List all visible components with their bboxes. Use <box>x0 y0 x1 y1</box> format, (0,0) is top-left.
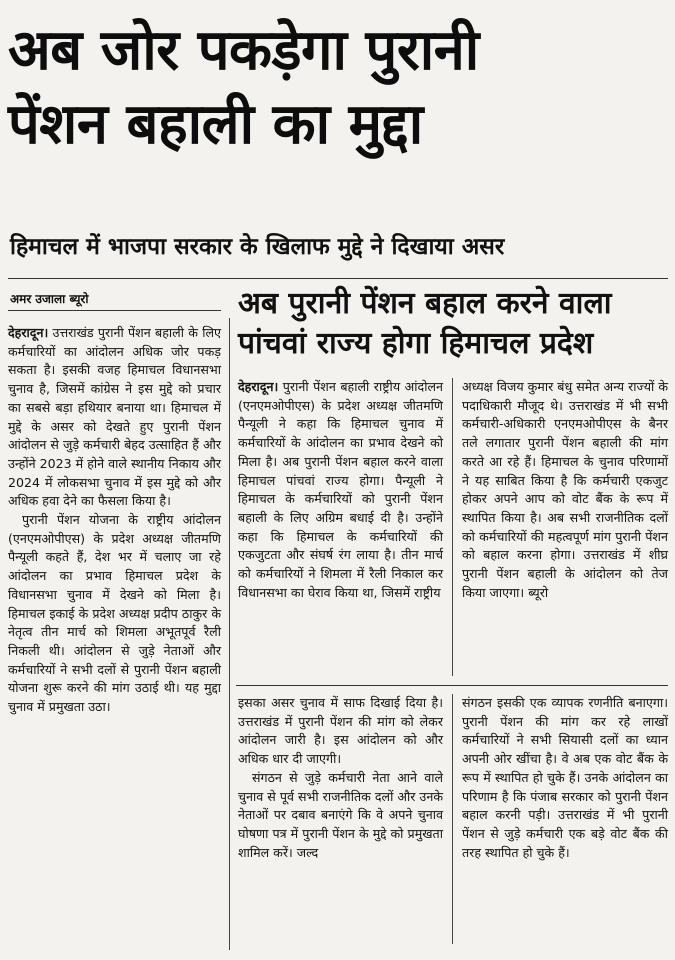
inner-story-headline <box>238 284 668 364</box>
subheadline: हिमाचल में भाजपा सरकार के खिलाफ मुद्दे ने दिखाया असर <box>10 234 505 260</box>
column-divider-left <box>229 318 230 950</box>
main-headline <box>8 14 668 162</box>
column-divider-inner <box>452 378 453 676</box>
divider-under-byline <box>8 310 221 311</box>
divider-under-subhead <box>8 278 668 279</box>
bureau-byline: अमर उजाला ब्यूरो <box>10 292 89 306</box>
left-column-text <box>8 324 221 717</box>
inner-headline-line-1: अब पुरानी पेंशन बहाल करने वाला <box>238 286 612 321</box>
continuation-column-2-body: संगठन इसकी एक व्यापक रणनीति बनाएगा। पुरानी पेंशन की मांग कर रहे लाखों कर्मचारियों ने सभी सियासी दलों का ध्यान अपनी ओर खींचा है। वे अब एक वोट बैंक के रूप में स्थापित हो चुके हैं। उनके आंदोलन का परिणाम है कि पंजाब सरकार को पुरानी पेंशन बहाल करनी पड़ी। उत्तराखंड में भी पुरानी पेंशन से जुड़े कर्मचारी एक बड़े वोट बैंक की तरह स्थापित हो चुके हैं। <box>462 695 668 860</box>
continuation-column-1-para-2: संगठन से जुड़े कर्मचारी नेता आने वाले चुनाव से पूर्व सभी राजनीतिक दलों और उनके नेताओं पर दबाव बनाएंगे कि वे अपने चुनाव घोषणा पत्र में पुरानी पेंशन के मुद्दे को प्रमुखता शामिल करें। जल्द <box>238 769 443 860</box>
inner-story-column-2-body: अध्यक्ष विजय कुमार बंधु समेत अन्य राज्यों के पदाधिकारी मौजूद थे। उत्तराखंड में भी सभी कर्मचारी-अधिकारी एनएमओपीएस के बैनर तले लगातार पुरानी पेंशन बहाली की मांग करते आ रहे हैं। हिमाचल के चुनाव परिणामों ने यह साबित किया है कि कर्मचारी एकजुट होकर अपने आप को वोट बैंक के रूप में स्थापित किया है। अब सभी राजनीतिक दलों को कर्मचारियों की महत्वपूर्ण मांग पुरानी पेंशन को बहाल करना होगा। उत्तराखंड में शीघ्र पुरानी पेंशन बहाली के आंदोलन को तेज किया जाएगा। ब्यूरो <box>462 379 668 600</box>
dateline: देहरादून। <box>8 325 49 340</box>
column-divider-bottom <box>452 694 453 944</box>
continuation-column-1-para-1: इसका असर चुनाव में साफ दिखाई दिया है। उत्तराखंड में पुरानी पेंशन की मांग को लेकर आंदोलन जारी है। इस आंदोलन को और अधिक धार दी जाएगी। <box>238 695 443 767</box>
continuation-column-1 <box>238 694 443 862</box>
continuation-column-2 <box>462 694 668 862</box>
left-column-para-1-body: उत्तराखंड पुरानी पेंशन बहाली के लिए कर्मचारियों का आंदोलन अधिक जोर पकड़ सकता है। इसकी वजह हिमाचल विधानसभा चुनाव है, जिसमें कांग्रेस ने इस मुद्दे को प्रचार का सबसे बड़ा हथियार बनाया था। हिमाचल में मुद्दे के असर को देखते हुए पुरानी पेंशन आंदोलन से जुड़े कर्मचारी बेहद उत्साहित हैं और उन्होंने 2023 में होने वाले स्थानीय निकाय और 2024 में लोकसभा चुनाव में इस मुद्दे को और अधिक हवा देने का फैसला किया है। <box>8 325 221 509</box>
inner-story-column-1 <box>238 378 443 602</box>
headline-line-1: अब जोर पकड़ेगा पुरानी <box>8 18 479 83</box>
inner-story-column-2 <box>462 378 668 602</box>
left-column-para-2: पुरानी पेंशन योजना के राष्ट्रीय आंदोलन (एनएमओपीएस) के प्रदेश अध्यक्ष जीतमणि पैन्यूली कहते हैं, देश भर में चलाए जा रहे आंदोलन का प्रभाव हिमाचल प्रदेश के विधानसभा चुनाव में देखने को मिला है। हिमाचल इकाई के प्रदेश अध्यक्ष प्रदीप ठाकुर के नेतृत्व तीन मार्च को शिमला अभूतपूर्व रैली निकली थी। आंदोलन से जुड़े नेताओं और कर्मचारियों ने सभी दलों से पुरानी पेंशन बहाली योजना शुरू करने की मांग उठाई थी। यह मुद्दा चुनाव में प्रमुखता उठा। <box>8 512 221 715</box>
inner-dateline: देहरादून। <box>238 379 279 394</box>
inner-headline-line-2: पांचवां राज्य होगा हिमाचल प्रदेश <box>238 326 594 361</box>
left-column-para-1 <box>8 324 221 511</box>
inner-story-column-1-body: पुरानी पेंशन बहाली राष्ट्रीय आंदोलन (एनएमओपीएस) के प्रदेश अध्यक्ष जीतमणि पैन्यूली ने कहा कि हिमाचल चुनाव में कर्मचारियों के आंदोलन का प्रभाव देखने को मिला है। अब पुरानी पेंशन बहाल करने वाला हिमाचल पांचवां राज्य होगा। पैन्यूली ने हिमाचल के कर्मचारियों को पुरानी पेंशन बहाली के लिए अग्रिम बधाई दी है। उन्होंने कहा कि हिमाचल के कर्मचारियों की एकजुटता और संघर्ष रंग लाया है। तीन मार्च को कर्मचारियों ने शिमला में रैली निकाल कर विधानसभा का घेराव किया था, जिसमें राष्ट्रीय <box>238 379 443 600</box>
headline-line-2: पेंशन बहाली का मुद्दा <box>8 92 423 157</box>
divider-inner-box-bottom <box>236 685 668 686</box>
